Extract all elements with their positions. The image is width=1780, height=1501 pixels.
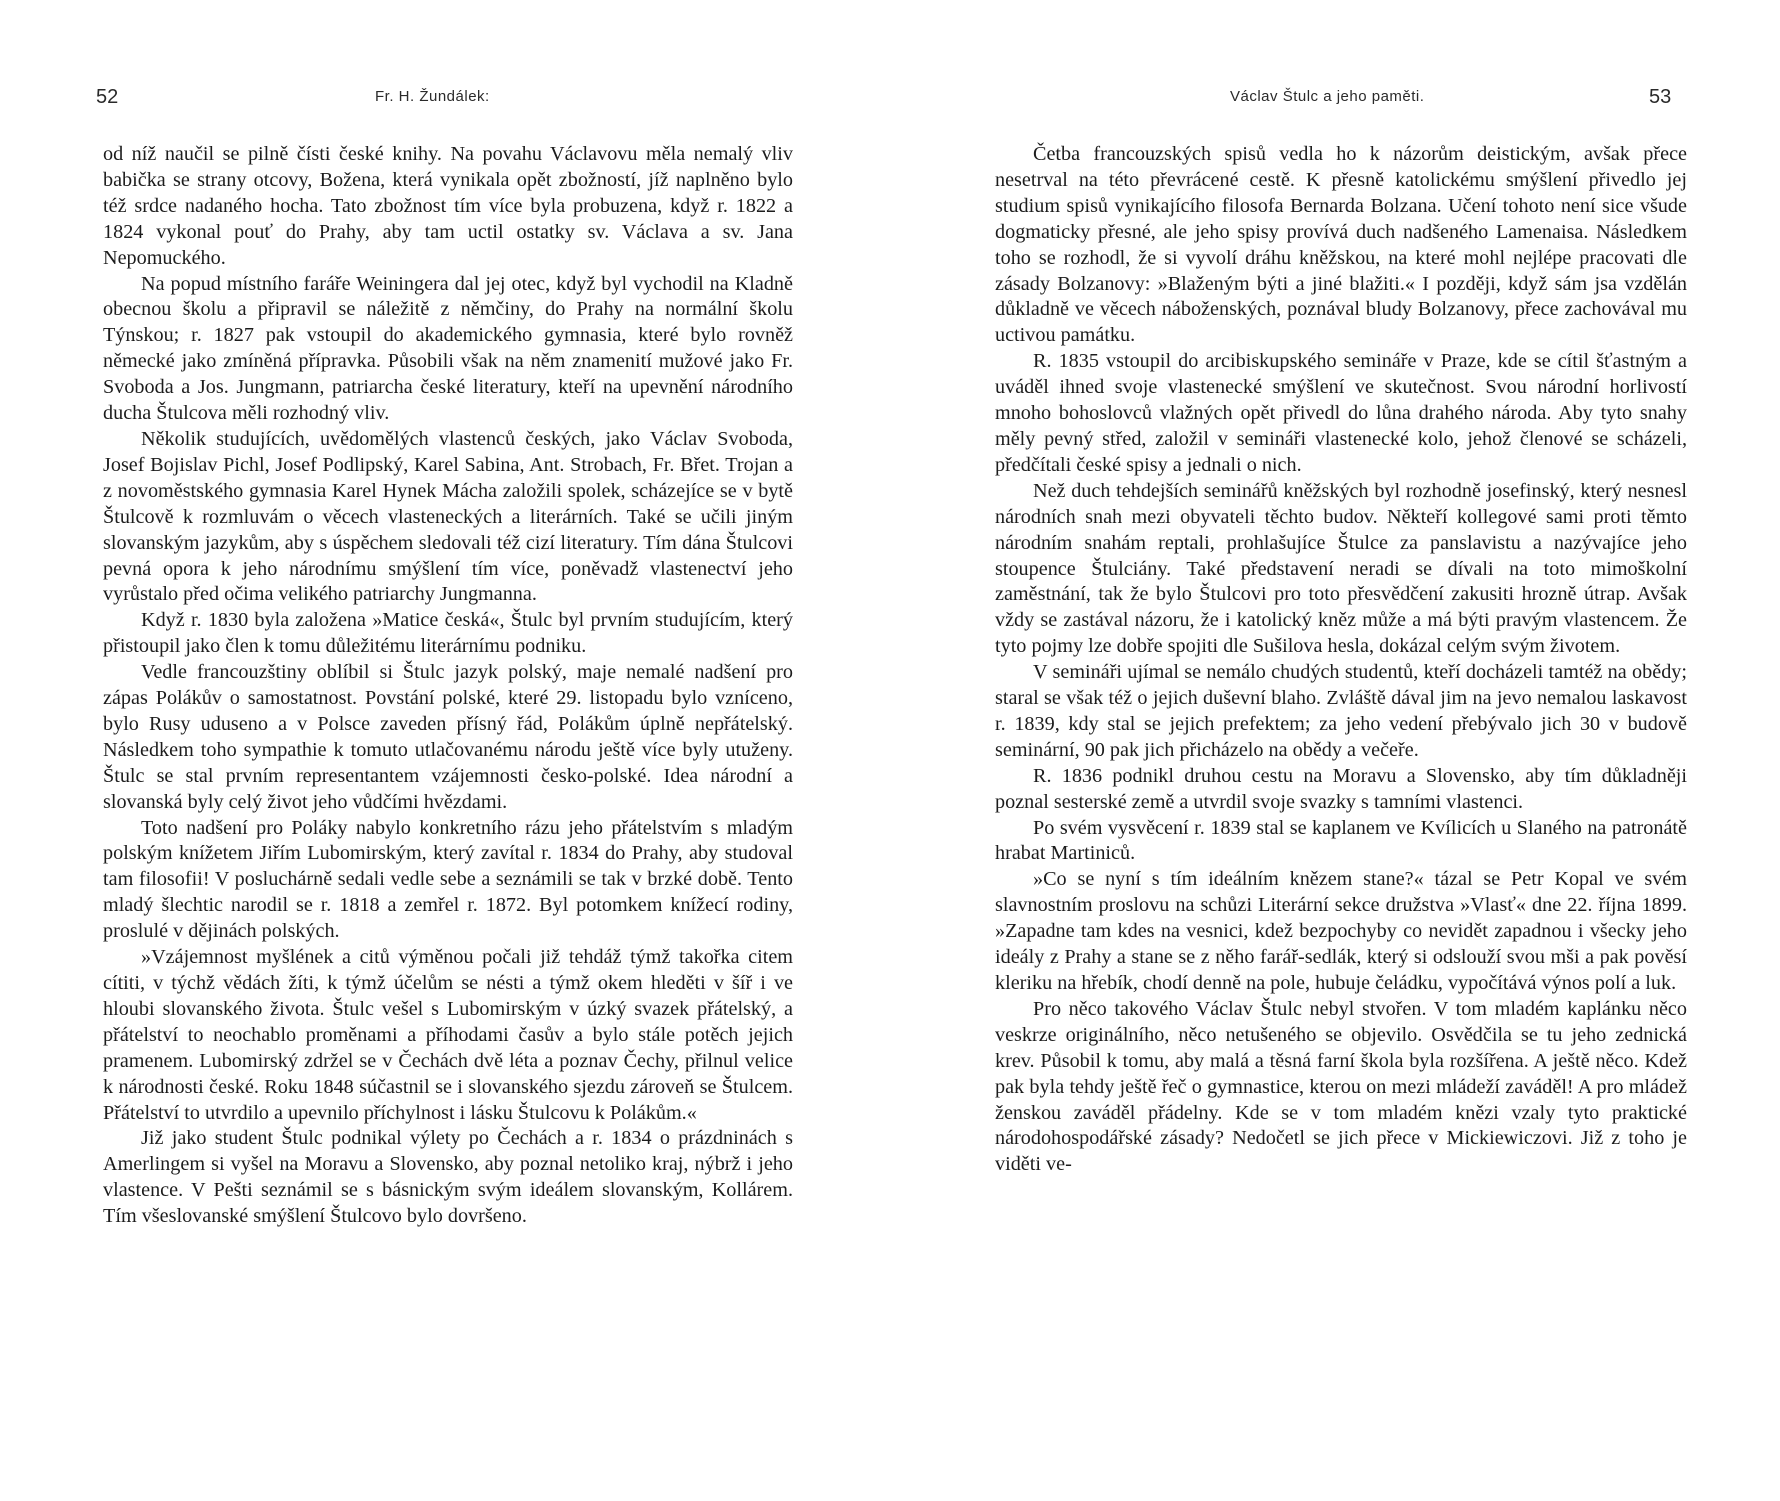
left-paragraph-3: Několik studujících, uvědomělých vlastenců českých, jako Václav Svoboda, Josef Bojislav Pichl, Josef Podlipský, Karel Sabina, Ant. Strobach, Fr. Břet. Trojan a z novoměstského gymnasia Karel Hynek Mácha založili spolek, scházejíce se v bytě Štulcově k rozmluvám o věcech vlasteneckých a literárních. Také se učili jiným slovanským jazykům, aby s úspěchem sledovali též cizí literatury. Tím dána Štulcovi pevná opora k jeho národnímu smýšlení tím více, poněvadž vlastenectví jeho vyrůstalo před očima velikého patriarchy Jungmanna. [103,427,793,606]
right-page-number: 53 [1649,86,1672,108]
left-paragraph-8: Již jako student Štulc podnikal výlety po Čechách a r. 1834 o prázdninách s Amerlingem si vyšel na Moravu a Slovensko, aby poznal netoliko kraj, nýbrž i jeho vlastence. V Pešti seznámil se s básnickým svým ideálem slovanským, Kollárem. Tím všeslovanské smýšlení Štulcovo bylo dovršeno. [103,1127,793,1228]
left-paragraph-7: »Vzájemnost myšlének a citů výměnou počali již tehdáž týmž takořka citem cítiti, v týchž vědách žíti, k týmž účelům se nésti a týmž okem hleděti v šíř i ve hloubi slovanského života. Štulc vešel s Lubomirským v úzký svazek přátelský, a přátelství to neochablo proměnami a příhodami časův a bylo stále potěch jejich pramenem. Lubomirský zdržel se v Čechách dvě léta a poznav Čechy, přilnul velice k národnosti české. Roku 1848 súčastnil se i slovanského sjezdu zároveň se Štulcem. Přátelství to utvrdilo a upevnilo příchylnost i lásku Štulcovu k Polákům.« [103,946,793,1124]
left-paragraph-5: Vedle francouzštiny oblíbil si Štulc jazyk polský, maje nemalé nadšení pro zápas Polákův o samostatnost. Povstání polské, které 29. listopadu bylo vzníceno, bylo Rusy uduseno a v Polsce zaveden přísný řád, Polákům úplně nepřátelský. Následkem toho sympathie k tomuto utlačovanému národu ještě více byly utuženy. Štulc se stal prvním representantem vzájemnosti česko-polské. Idea národní a slovanská byly celý život jeho vůdčími hvězdami. [103,661,793,813]
left-paragraph-4: Když r. 1830 byla založena »Matice česká«, Štulc byl prvním studujícím, který přistoupil jako člen k tomu důležitému literárnímu podniku. [103,609,793,658]
left-paragraph-2: Na popud místního faráře Weiningera dal jej otec, když byl vychodil na Kladně obecnou školu a připravil se náležitě z němčiny, do Prahy na normální školu Týnskou; r. 1827 pak vstoupil do akademického gymnasia, které bylo rovněž německé jako zmíněná přípravka. Působili však na něm znamenití mužové jako Fr. Svoboda a Jos. Jungmann, patriarcha české literatury, kteří na upevnění národního ducha Štulcova měli rozhodný vliv. [103,272,793,425]
left-paragraph-1: od níž naučil se pilně čísti české knihy. Na povahu Václavovu měla nemalý vliv babička se strany otcovy, Božena, která vynikala opět zbožností, jíž naplněno bylo též srdce nadaného hocha. Tato zbožnost tím více byla probuzena, když r. 1822 a 1824 vykonal pouť do Prahy, aby tam uctil ostatky sv. Václava a sv. Jana Nepomuckého. [103,143,793,269]
right-paragraph-2: R. 1835 vstoupil do arcibiskupského semináře v Praze, kde se cítil šťastným a uváděl ihned svoje vlastenecké smýšlení ve skutečnost. Svou národní horlivostí mnoho bohoslovců vlažných opět přivedl do lůna drahého národa. Aby tyto snahy měly pevný střed, založil v semináři vlastenecké kolo, jehož členové se scházeli, předčítali české spisy a jednali o nich. [995,350,1687,476]
left-page-number: 52 [96,86,119,108]
right-paragraph-1: Četba francouzských spisů vedla ho k názorům deistickým, avšak přece nesetrval na této převrácené cestě. K přesně katolickému smýšlení přivedlo jej studium spisů vynikajícího filosofa Bernarda Bolzana. Učení tohoto není sice všude dogmaticky přesné, ale jeho spisy provívá duch nadšeného Lamenaisa. Následkem toho se rozhodl, že si vyvolí dráhu kněžskou, na které mohl nejlépe pracovati dle zásady Bolzanovy: »Blaženým býti a jiné blažiti.« I později, když sám jsa vzdělán důkladně ve věcech náboženských, poznával bludy Bolzanovy, přece zachovával mu uctivou památku. [995,143,1687,347]
left-text-block [103,142,793,1230]
right-paragraph-6: Po svém vysvěcení r. 1839 stal se kaplanem ve Kvílicích u Slaného na patronátě hrabat Martiniců. [995,816,1687,865]
right-paragraph-8: Pro něco takového Václav Štulc nebyl stvořen. V tom mladém kaplánku něco veskrze originálního, něco netušeného se objevilo. Osvědčila se tu jeho zednická krev. Působil k tomu, aby malá a těsná farní škola byla rozšířena. A ještě něco. Kdež pak byla tehdy ještě řeč o gymnastice, kterou on mezi mládeží zaváděl! A pro mládež ženskou zaváděl přádelny. Kde se v tom mladém knězi vzaly tyto praktické národohospodářské zásady? Nedočetl se jich přece v Mickiewiczovi. Již z toho je viděti ve- [995,997,1687,1176]
right-paragraph-7: »Co se nyní s tím ideálním knězem stane?« tázal se Petr Kopal ve svém slavnostním proslovu na schůzi Literární sekce družstva »Vlasť« dne 22. října 1899. »Zapadne tam kdes na vesnici, kdež bezpochyby co nevidět zapadnou i všecky jeho ideály z Prahy a stane se z něho farář-sedlák, který si odslouží svou mši a pak pověsí kleriku na hřebík, chodí denně na pole, hubuje čeládku, vypočítává výnos polí a luk. [995,868,1687,994]
right-paragraph-4: V semináři ujímal se nemálo chudých studentů, kteří docházeli tamtéž na obědy; staral se však též o jejich duševní blaho. Zvláště dával jim na jevo nemalou laskavost r. 1839, kdy stal se jejich prefektem; za jeho vedení přebývalo jich 30 v budově seminární, 90 pak jich přicházelo na obědy a večeře. [995,661,1687,761]
right-page [890,0,1780,1501]
right-paragraph-3: Než duch tehdejších seminářů kněžských byl rozhodně josefinský, který nesnesl národních snah mezi obyvateli těchto budov. Někteří kollegové sami proti těmto národním snahám reptali, prohlašujíce Štulce za panslavistu a nazývajíce jeho stoupence Štulciány. Také představení neradi se dívali na toto mimoškolní zaměstnání, tak že bylo Štulcovi pro toto přesvědčení zakusiti hrozně útrap. Avšak vždy se zastával názoru, že i katolický kněz může a má býti pravým vlastencem. Že tyto pojmy lze dobře spojiti dle Sušilova hesla, dokázal celým svým životem. [995,479,1687,658]
right-text-block [995,142,1687,1178]
left-paragraph-6: Toto nadšení pro Poláky nabylo konkretního rázu jeho přátelstvím s mladým polským knížetem Jiřím Lubomirským, který zavítal r. 1834 do Prahy, aby studoval tam filosofii! V posluchárně sedali vedle sebe a seznámili se tak v brzké době. Tento mladý šlechtic narodil se r. 1818 a zemřel r. 1872. Byl potomkem knížecí rodiny, proslulé v dějinách polských. [103,816,793,943]
right-running-head: Václav Štulc a jeho paměti. [1230,88,1425,105]
right-paragraph-5: R. 1836 podnikl druhou cestu na Moravu a Slovensko, aby tím důkladněji poznal sesterské země a utvrdil svoje svazky s tamními vlastenci. [995,764,1687,813]
left-running-head: Fr. H. Žundálek: [375,88,490,105]
